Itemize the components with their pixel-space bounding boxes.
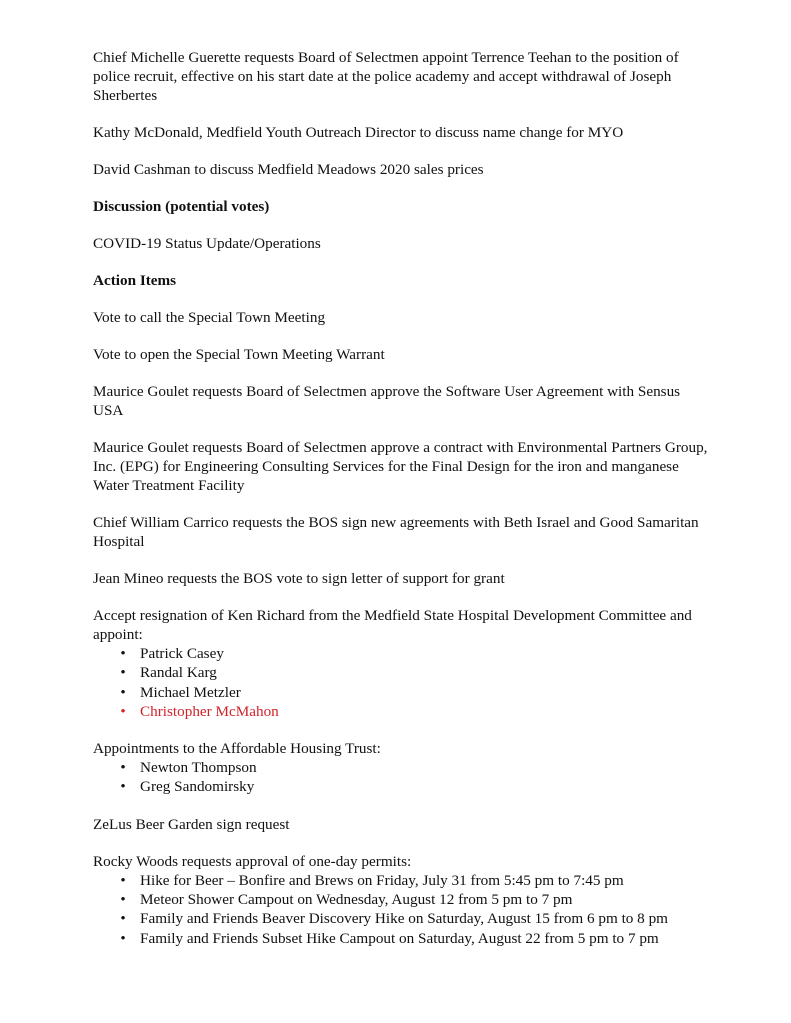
action-item-call-town-meeting: Vote to call the Special Town Meeting (93, 309, 326, 326)
bullet-icon: • (120, 645, 126, 662)
appointee-name: Patrick Casey (140, 645, 224, 662)
list-item (93, 644, 713, 663)
appointee-name: Greg Sandomirsky (140, 778, 255, 796)
list-item-highlighted (93, 702, 713, 721)
appointee-name: Michael Metzler (140, 683, 241, 701)
bullet-icon: • (120, 778, 126, 796)
rocky-woods-permit-list (93, 871, 713, 948)
action-item-grant-letter: Jean Mineo requests the BOS vote to sign letter of support for grant (93, 570, 505, 587)
agenda-item-covid: COVID-19 Status Update/Operations (93, 235, 321, 252)
agenda-item-cashman: David Cashman to discuss Medfield Meadows 2020 sales prices (93, 161, 484, 178)
permit-text: Hike for Beer – Bonfire and Brews on Friday, July 31 from 5:45 pm to 7:45 pm (140, 871, 624, 889)
list-item (93, 871, 713, 890)
housing-trust-label: Appointments to the Affordable Housing Trust: (93, 740, 381, 758)
agenda-item-zelus: ZeLus Beer Garden sign request (93, 815, 290, 833)
action-item-open-warrant: Vote to open the Special Town Meeting Warrant (93, 346, 385, 363)
rocky-woods-label: Rocky Woods requests approval of one-day permits: (93, 852, 412, 870)
action-item-sensus-agreement: Maurice Goulet requests Board of Selectmen approve the Software User Agreement with Sensus USA (93, 383, 681, 419)
agenda-item-guerette: Chief Michelle Guerette requests Board of Selectmen appoint Terrence Teehan to the position of police recruit, effective on his start date at the police academy and accept withdrawal of Joseph Sherbertes (93, 49, 679, 104)
list-item (93, 663, 713, 682)
housing-trust-appointee-list (93, 758, 713, 797)
list-item (93, 909, 713, 928)
list-item (93, 777, 713, 796)
bullet-icon: • (120, 683, 126, 701)
appointee-name: Christopher McMahon (140, 702, 279, 720)
bullet-icon: • (120, 664, 126, 682)
section-heading-discussion: Discussion (potential votes) (93, 198, 270, 215)
agenda-item-mcdonald: Kathy McDonald, Medfield Youth Outreach Director to discuss name change for MYO (93, 124, 624, 141)
action-item-epg-contract: Maurice Goulet requests Board of Selectmen approve a contract with Environmental Partners Group, Inc. (EPG) for Engineering Consulting Services for the Final Design for the iron and manganese Water Treatment Facility (93, 439, 708, 494)
bullet-icon: • (120, 929, 126, 947)
resignation-label: Accept resignation of Ken Richard from the Medfield State Hospital Development Committee and appoint: (93, 607, 692, 643)
bullet-icon: • (120, 759, 126, 777)
bullet-icon: • (120, 891, 126, 909)
list-item (93, 890, 713, 909)
permit-text: Family and Friends Beaver Discovery Hike on Saturday, August 15 from 6 pm to 8 pm (140, 910, 668, 928)
list-item (93, 758, 713, 777)
agenda-page (93, 48, 713, 966)
bullet-icon: • (120, 910, 126, 928)
resignation-appointee-list (93, 644, 713, 721)
bullet-icon: • (120, 871, 126, 889)
action-item-hospital-agreements: Chief William Carrico requests the BOS sign new agreements with Beth Israel and Good Samaritan Hospital (93, 514, 699, 550)
section-heading-action-items: Action Items (93, 272, 177, 289)
appointee-name: Randal Karg (140, 664, 217, 682)
permit-text: Meteor Shower Campout on Wednesday, August 12 from 5 pm to 7 pm (140, 891, 573, 909)
bullet-icon: • (120, 702, 126, 720)
permit-text: Family and Friends Subset Hike Campout on Saturday, August 22 from 5 pm to 7 pm (140, 929, 659, 947)
list-item (93, 683, 713, 702)
appointee-name: Newton Thompson (140, 759, 257, 777)
list-item (93, 929, 713, 948)
